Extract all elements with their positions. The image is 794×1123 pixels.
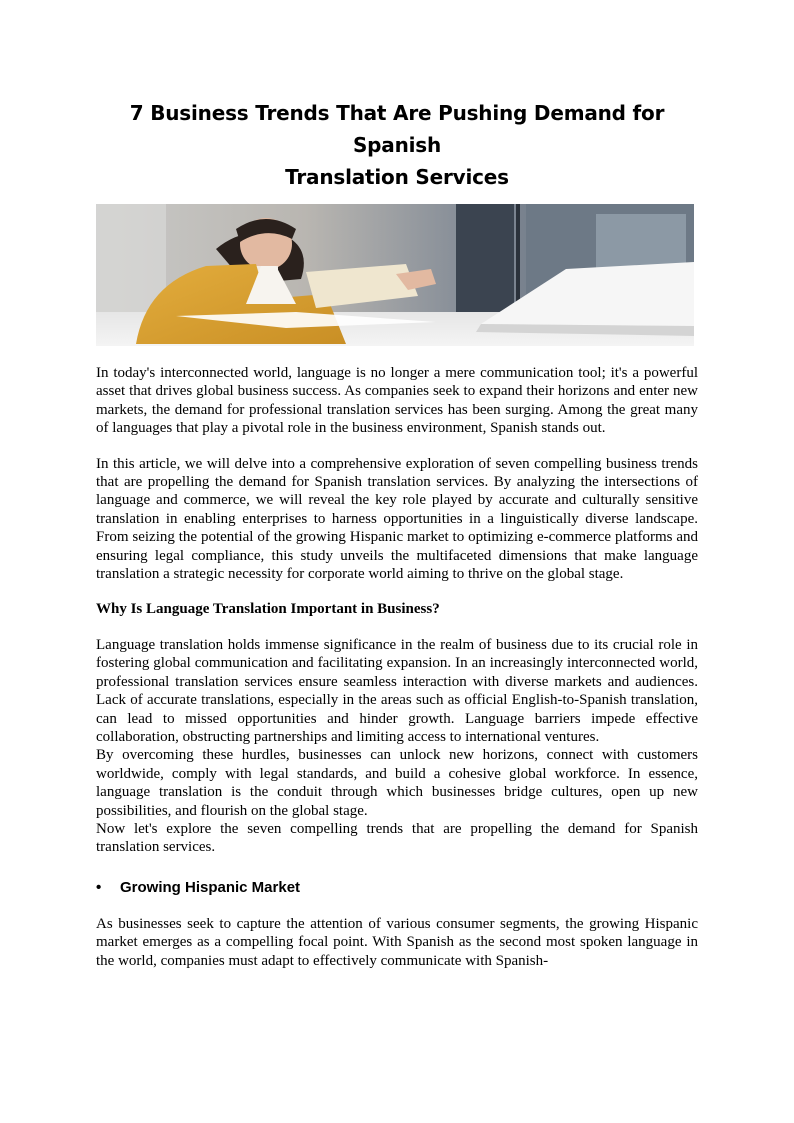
document-page xyxy=(96,0,698,970)
section-paragraph-2: By overcoming these hurdles, businesses can unlock new horizons, connect with customers worldwide, comply with legal standards, and build a cohesive global workforce. In essence, language translation is the conduit through which businesses bridge cultures, open up new possibilities, and flourish on the global stage. xyxy=(96,747,698,819)
section-heading: Why Is Language Translation Important in Business? xyxy=(96,601,440,618)
section-paragraph-1: Language translation holds immense significance in the realm of business due to its crucial role in fostering global communication and facilitating expansion. In an increasingly interconnected world, professional translation services ensure seamless interaction with diverse markets and audiences. Lack of accurate translations, especially in the areas such as official English-to-Spanish translation, can lead to missed opportunities and hinder growth. Language barriers impede effective collaboration, obstructing partnerships and limiting access to international ventures. xyxy=(96,636,698,745)
title-line-1: 7 Business Trends That Are Pushing Demand for Spanish xyxy=(129,101,665,157)
intro-paragraph-1: In today's interconnected world, language is no longer a mere communication tool; it's a powerful asset that drives global business success. As companies seek to expand their horizons and enter new markets, the demand for professional translation services has been surging. Among the great many of languages that play a pivotal role in the business environment, Spanish stands out. xyxy=(96,365,698,437)
bullet-heading-label: Growing Hispanic Market xyxy=(120,878,301,896)
intro-paragraph-2: In this article, we will delve into a comprehensive exploration of seven compelling business trends that are propelling the demand for Spanish translation services. By analyzing the intersections of language and commerce, we will reveal the key role played by accurate and culturally sensitive translation in enabling enterprises to harness opportunities in a linguistically diverse landscape. From seizing the potential of the growing Hispanic market to optimizing e-commerce platforms and ensuring legal compliance, this study unveils the multifaceted dimensions that make language translation a strategic necessity for corporate world aiming to thrive on the global stage. xyxy=(96,455,698,583)
title-line-2: Translation Services xyxy=(285,165,509,189)
bullet-dot-icon: • xyxy=(96,878,102,896)
page-title xyxy=(96,97,698,193)
bullet-paragraph: As businesses seek to capture the attention of various consumer segments, the growing Hispanic market emerges as a compelling focal point. With Spanish as the second most spoken language in the world, companies must adapt to effectively communicate with Spanish- xyxy=(96,915,698,969)
bullet-heading-growing-hispanic-market xyxy=(96,878,698,898)
hero-photo xyxy=(96,204,694,346)
section-paragraph-3: Now let's explore the seven compelling trends that are propelling the demand for Spanish translation services. xyxy=(96,820,698,856)
